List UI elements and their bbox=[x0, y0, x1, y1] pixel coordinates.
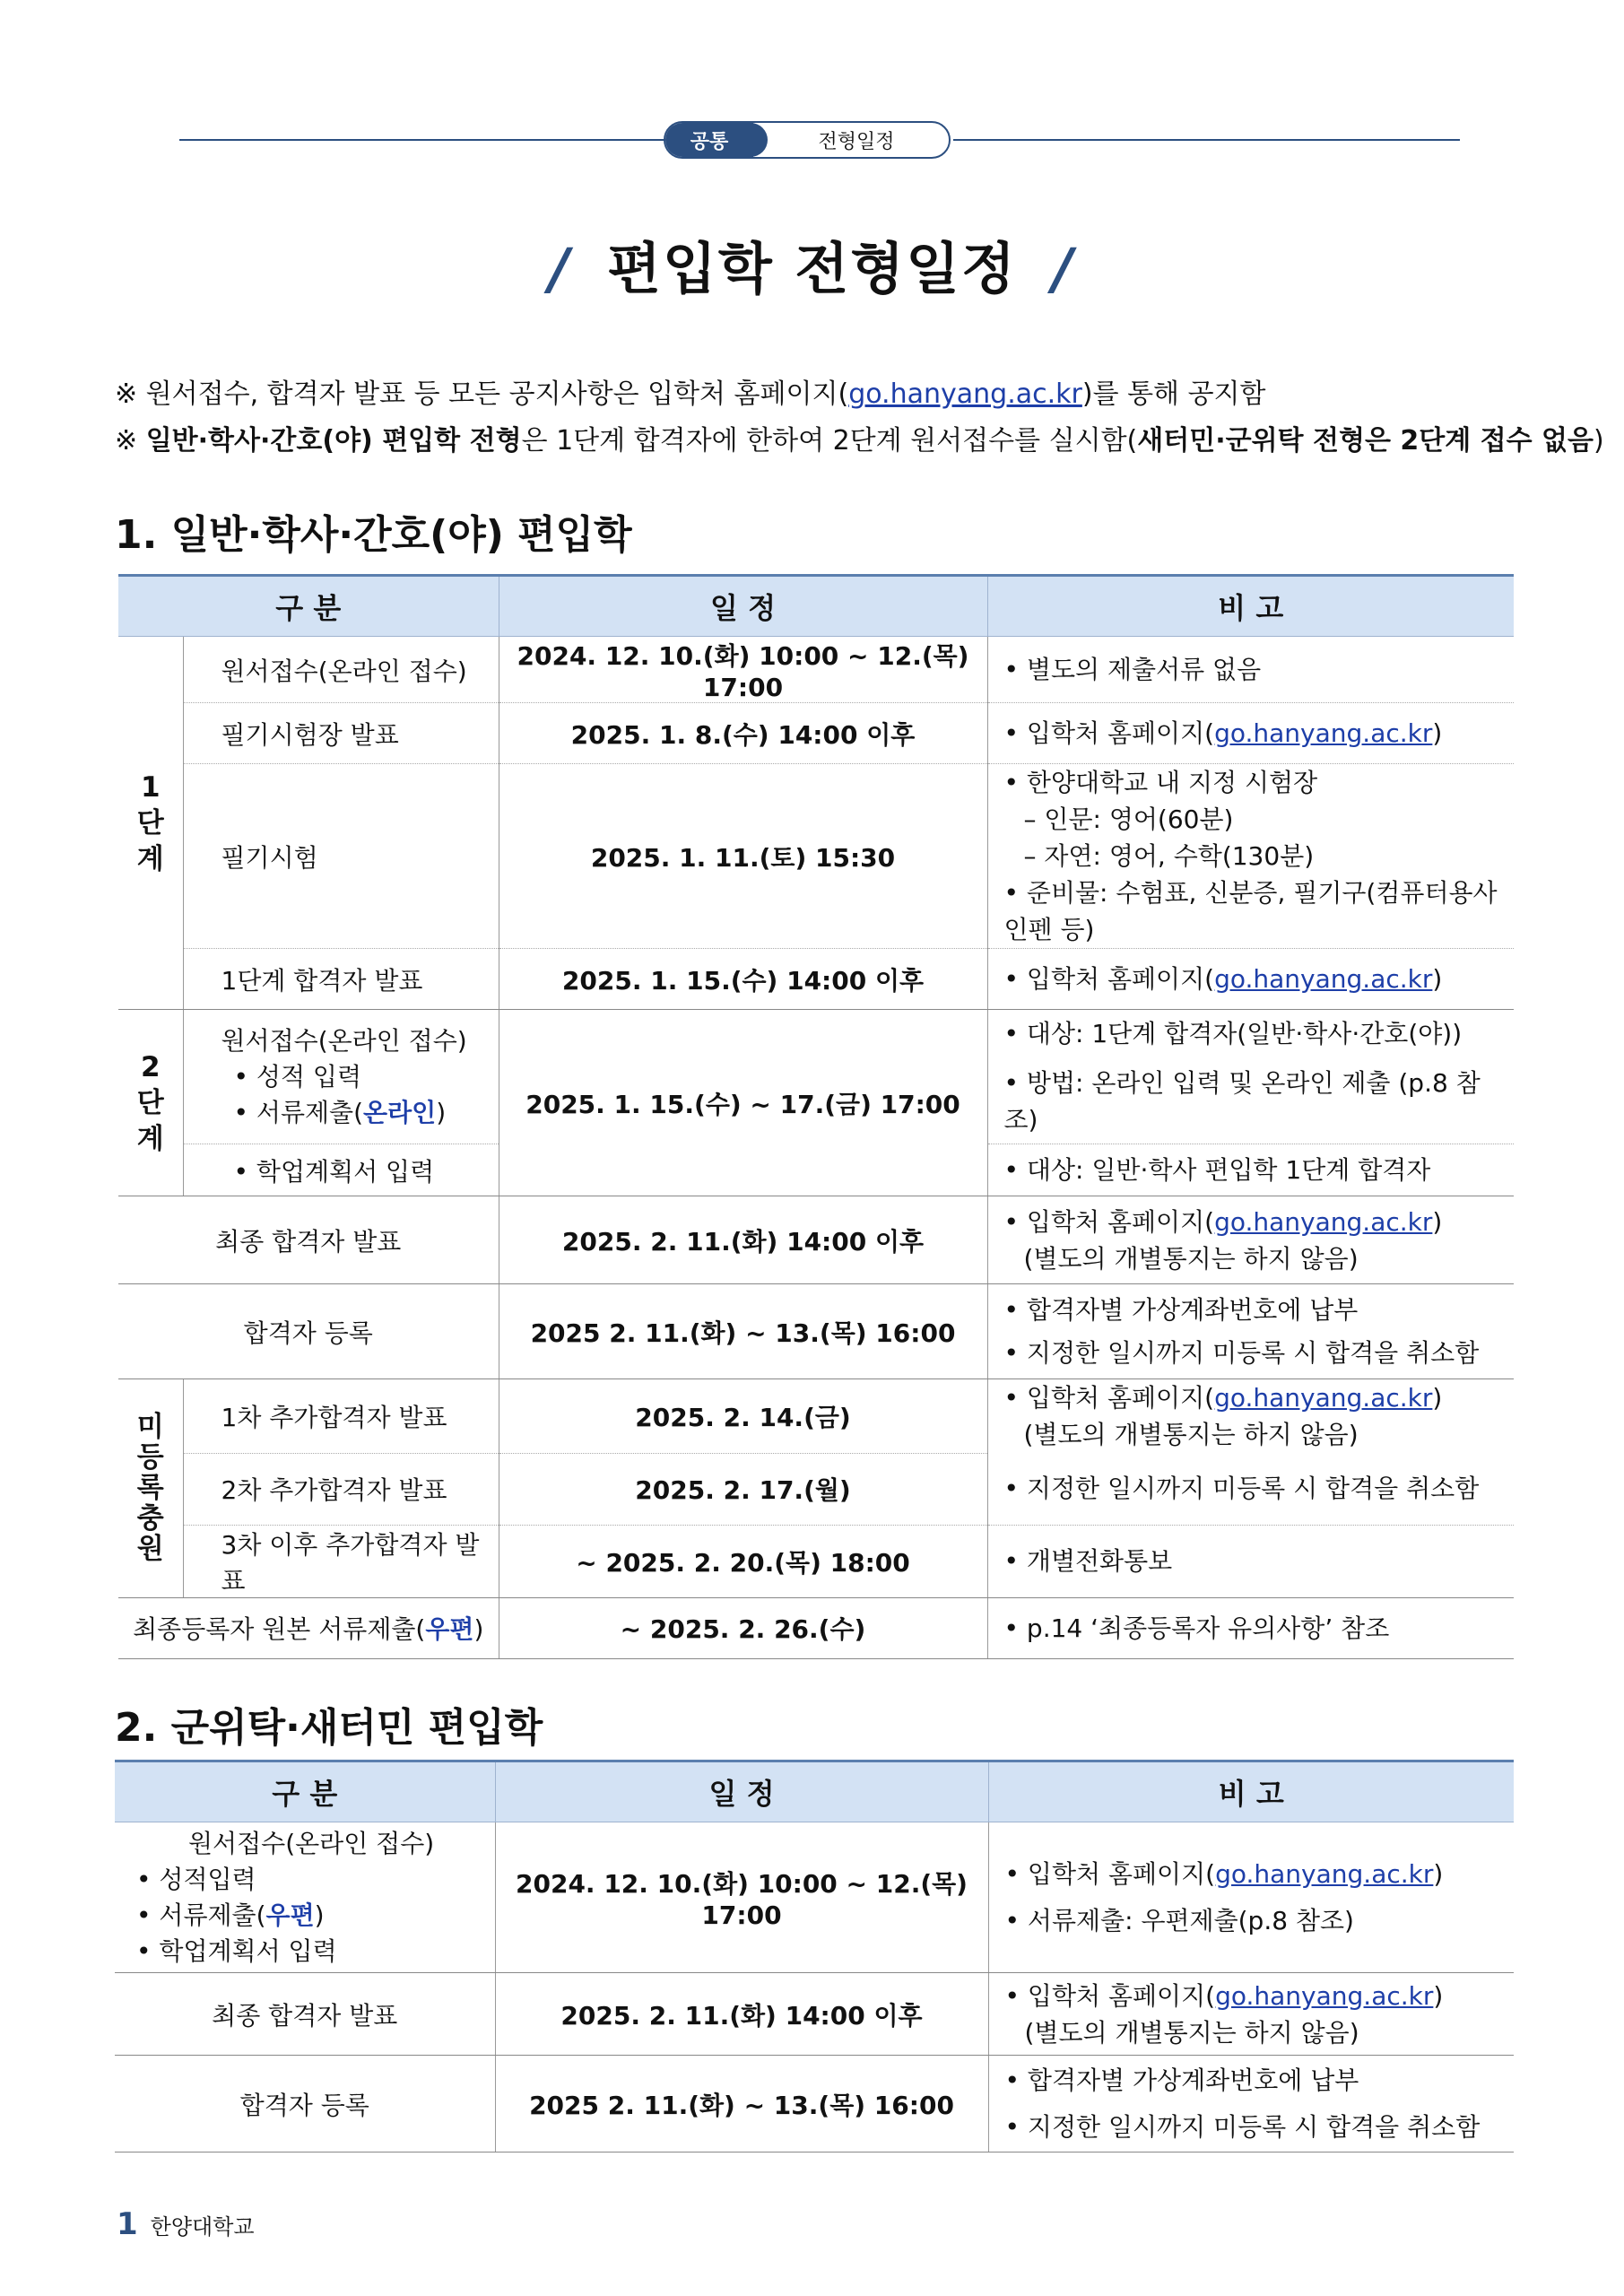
col-header-schedule: 일 정 bbox=[499, 576, 987, 637]
homepage-link[interactable]: go.hanyang.ac.kr bbox=[1214, 1383, 1433, 1413]
item: 최종 합격자 발표 bbox=[115, 1973, 495, 2056]
remark: • 입학처 홈페이지(go.hanyang.ac.kr) (별도의 개별통지는 하지 않음) bbox=[988, 1973, 1514, 2056]
section-2-title: 2. 군위탁·새터민 편입학 bbox=[115, 1705, 543, 1751]
homepage-link[interactable]: go.hanyang.ac.kr bbox=[848, 378, 1082, 410]
remark: • 합격자별 가상계좌번호에 납부 • 지정한 일시까지 미등록 시 합격을 취소함 bbox=[988, 2056, 1514, 2152]
col-header-remarks: 비 고 bbox=[987, 576, 1514, 637]
schedule-table-1 bbox=[118, 574, 1514, 1659]
stage-1-label: 1 단 계 bbox=[118, 637, 183, 1010]
table-row bbox=[118, 703, 1514, 764]
item: • 학업계획서 입력 bbox=[183, 1144, 499, 1196]
date: 2025. 2. 11.(화) 14:00 이후 bbox=[499, 1196, 987, 1284]
remark: • 입학처 홈페이지(go.hanyang.ac.kr) bbox=[987, 703, 1514, 764]
date: 2024. 12. 10.(화) 10:00 ~ 12.(목) 17:00 bbox=[495, 1822, 988, 1973]
note-1: ※ 원서접수, 합격자 발표 등 모든 공지사항은 입학처 홈페이지(go.hanyang.ac.kr)를 통해 공지함 bbox=[115, 378, 1266, 410]
item: 필기시험장 발표 bbox=[183, 703, 499, 764]
item: 최종등록자 원본 서류제출(우편) bbox=[118, 1597, 499, 1658]
remark: • 입학처 홈페이지(go.hanyang.ac.kr) • 서류제출: 우편제출(p.8 참조) bbox=[988, 1822, 1514, 1973]
header-rule-left bbox=[179, 139, 671, 141]
header-badge: 공통 bbox=[665, 123, 753, 157]
homepage-link[interactable]: go.hanyang.ac.kr bbox=[1214, 1206, 1433, 1237]
footer-school: 한양대학교 bbox=[150, 2214, 255, 2239]
page-number: 1 bbox=[117, 2206, 138, 2242]
table-header-row bbox=[118, 576, 1514, 637]
remark: • 별도의 제출서류 없음 bbox=[987, 637, 1514, 703]
col-header-remarks: 비 고 bbox=[988, 1761, 1514, 1822]
table-row bbox=[118, 1525, 1514, 1597]
homepage-link[interactable]: go.hanyang.ac.kr bbox=[1214, 718, 1433, 748]
date: 2025. 1. 8.(수) 14:00 이후 bbox=[499, 703, 987, 764]
date: ~ 2025. 2. 26.(수) bbox=[499, 1597, 987, 1658]
title-text: 편입학 전형일정 bbox=[607, 236, 1017, 301]
item: 원서접수(온라인 접수) bbox=[183, 637, 499, 703]
item: 필기시험 bbox=[183, 764, 499, 949]
table-row bbox=[118, 764, 1514, 949]
header-label: 전형일정 bbox=[818, 130, 895, 153]
homepage-link[interactable]: go.hanyang.ac.kr bbox=[1215, 1980, 1434, 2011]
item: 합격자 등록 bbox=[115, 2056, 495, 2152]
header-rule-right bbox=[953, 139, 1460, 141]
stage-2-label: 2 단 계 bbox=[118, 1010, 183, 1196]
table-row bbox=[115, 2056, 1514, 2152]
item: 1차 추가합격자 발표 bbox=[183, 1379, 499, 1454]
date: ~ 2025. 2. 20.(목) 18:00 bbox=[499, 1525, 987, 1597]
table-row bbox=[118, 1379, 1514, 1454]
remark: • 개별전화통보 bbox=[987, 1525, 1514, 1597]
item: 최종 합격자 발표 bbox=[118, 1196, 499, 1284]
date: 2025 2. 11.(화) ~ 13.(목) 16:00 bbox=[499, 1284, 987, 1379]
item: 2차 추가합격자 발표 bbox=[183, 1453, 499, 1525]
date: 2025. 1. 11.(토) 15:30 bbox=[499, 764, 987, 949]
table-row bbox=[118, 1453, 1514, 1525]
date: 2025. 1. 15.(수) 14:00 이후 bbox=[499, 949, 987, 1010]
section-1-title: 1. 일반·학사·간호(야) 편입학 bbox=[115, 512, 632, 558]
remark: • 입학처 홈페이지(go.hanyang.ac.kr) (별도의 개별통지는 하지 않음) bbox=[1003, 1383, 1443, 1449]
remark: • 대상: 1단계 합격자(일반·학사·간호(야)) • 방법: 온라인 입력 및 온라인 제출 (p.8 참조) bbox=[987, 1010, 1514, 1144]
table-row bbox=[115, 1973, 1514, 2056]
table-row bbox=[118, 637, 1514, 703]
table-row bbox=[118, 1196, 1514, 1284]
remark: • 지정한 일시까지 미등록 시 합격을 취소함 bbox=[987, 1453, 1514, 1525]
table-row bbox=[118, 1010, 1514, 1144]
header-pill bbox=[664, 121, 951, 159]
stage-3-label: 미 등 록 충 원 bbox=[118, 1379, 183, 1598]
date: 2025 2. 11.(화) ~ 13.(목) 16:00 bbox=[495, 2056, 988, 2152]
remark: • p.14 ‘최종등록자 유의사항’ 참조 bbox=[987, 1597, 1514, 1658]
table-row bbox=[115, 1822, 1514, 1973]
col-header-category: 구 분 bbox=[115, 1761, 495, 1822]
table-row bbox=[118, 949, 1514, 1010]
table-row bbox=[118, 1597, 1514, 1658]
homepage-link[interactable]: go.hanyang.ac.kr bbox=[1215, 1858, 1434, 1889]
item: 원서접수(온라인 접수) • 성적입력 • 서류제출(우편) • 학업계획서 입력 bbox=[115, 1822, 495, 1973]
page-footer bbox=[117, 2206, 255, 2242]
date: 2025. 2. 14.(금) bbox=[499, 1379, 987, 1454]
title-slash-left: / bbox=[549, 236, 572, 301]
remark: • 합격자별 가상계좌번호에 납부 • 지정한 일시까지 미등록 시 합격을 취소함 bbox=[987, 1284, 1514, 1379]
item: 합격자 등록 bbox=[118, 1284, 499, 1379]
date: 2025. 1. 15.(수) ~ 17.(금) 17:00 bbox=[499, 1010, 987, 1196]
schedule-table-2 bbox=[115, 1760, 1514, 2152]
remark: • 입학처 홈페이지(go.hanyang.ac.kr) bbox=[987, 949, 1514, 1010]
date: 2024. 12. 10.(화) 10:00 ~ 12.(목) 17:00 bbox=[499, 637, 987, 703]
col-header-category: 구 분 bbox=[118, 576, 499, 637]
remark: • 대상: 일반·학사 편입학 1단계 합격자 bbox=[987, 1144, 1514, 1196]
remark: • 입학처 홈페이지(go.hanyang.ac.kr) (별도의 개별통지는 하지 않음) bbox=[987, 1196, 1514, 1284]
item: 1단계 합격자 발표 bbox=[183, 949, 499, 1010]
table-header-row bbox=[115, 1761, 1514, 1822]
note-2: ※ 일반·학사·간호(야) 편입학 전형은 1단계 합격자에 한하여 2단계 원서접수를 실시함(새터민·군위탁 전형은 2단계 접수 없음) bbox=[115, 425, 1604, 457]
item: 3차 이후 추가합격자 발표 bbox=[183, 1525, 499, 1597]
remark: • 한양대학교 내 지정 시험장 – 인문: 영어(60분) – 자연: 영어, 수학(130분) • 준비물: 수험표, 신분증, 필기구(컴퓨터용사인펜 등) bbox=[987, 764, 1514, 949]
date: 2025. 2. 11.(화) 14:00 이후 bbox=[495, 1973, 988, 2056]
item: 원서접수(온라인 접수) • 성적 입력 • 서류제출(온라인) bbox=[183, 1010, 499, 1144]
homepage-link[interactable]: go.hanyang.ac.kr bbox=[1214, 964, 1433, 994]
col-header-schedule: 일 정 bbox=[495, 1761, 988, 1822]
date: 2025. 2. 17.(월) bbox=[499, 1453, 987, 1525]
page-title bbox=[0, 224, 1624, 304]
title-slash-right: / bbox=[1052, 236, 1075, 301]
table-row bbox=[118, 1284, 1514, 1379]
